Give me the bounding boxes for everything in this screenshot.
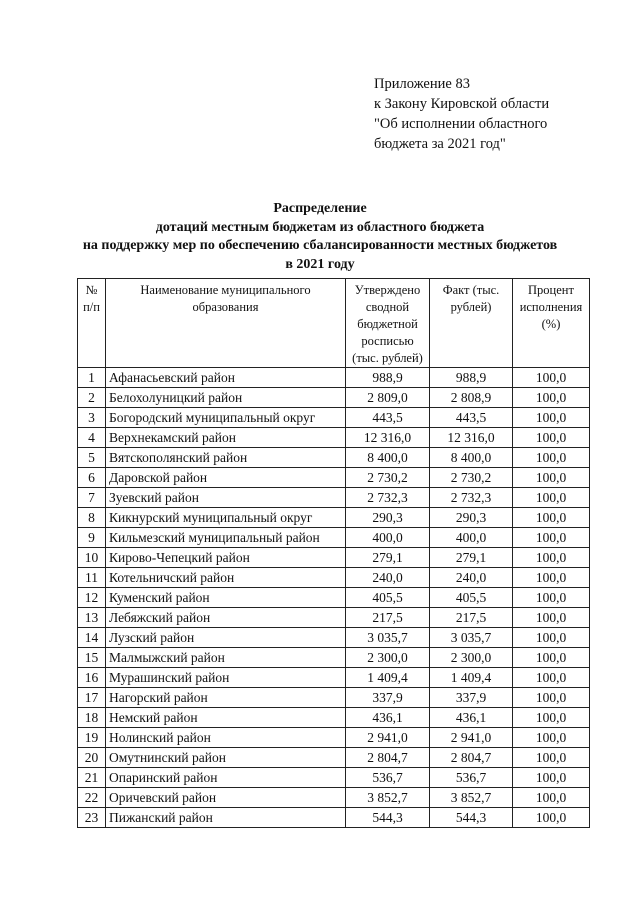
table-row — [78, 788, 590, 808]
cell-num: 12 — [78, 588, 106, 608]
header-fact: Факт (тыс. рублей) — [430, 279, 513, 368]
cell-percent: 100,0 — [513, 608, 590, 628]
cell-fact: 2 730,2 — [430, 468, 513, 488]
title-line: Распределение — [273, 201, 367, 216]
cell-approved: 337,9 — [346, 688, 430, 708]
cell-name: Вятскополянский район — [106, 448, 346, 468]
cell-percent: 100,0 — [513, 768, 590, 788]
table-row — [78, 568, 590, 588]
appendix-line: к Закону Кировской области — [374, 96, 550, 112]
cell-approved: 2 730,2 — [346, 468, 430, 488]
cell-approved: 3 035,7 — [346, 628, 430, 648]
cell-approved: 2 804,7 — [346, 748, 430, 768]
cell-fact: 988,9 — [430, 368, 513, 388]
cell-approved: 12 316,0 — [346, 428, 430, 448]
cell-fact: 436,1 — [430, 708, 513, 728]
cell-fact: 536,7 — [430, 768, 513, 788]
cell-name: Омутнинский район — [106, 748, 346, 768]
cell-fact: 2 941,0 — [430, 728, 513, 748]
cell-percent: 100,0 — [513, 468, 590, 488]
header-percent: Процент исполнения (%) — [513, 279, 590, 368]
cell-num: 15 — [78, 648, 106, 668]
cell-approved: 544,3 — [346, 808, 430, 828]
table-row — [78, 628, 590, 648]
cell-percent: 100,0 — [513, 548, 590, 568]
appendix-line: бюджета за 2021 год" — [374, 136, 506, 152]
header-name: Наименование муниципального образования — [106, 279, 346, 368]
table-body — [78, 368, 590, 828]
cell-percent: 100,0 — [513, 648, 590, 668]
table-header-row — [78, 279, 590, 368]
title-line: на поддержку мер по обеспечению сбалансированности местных бюджетов — [82, 238, 558, 253]
cell-approved: 536,7 — [346, 768, 430, 788]
cell-fact: 3 852,7 — [430, 788, 513, 808]
cell-name: Зуевский район — [106, 488, 346, 508]
cell-num: 21 — [78, 768, 106, 788]
title-line: в 2021 году — [285, 256, 355, 272]
appendix-line: "Об исполнении областного — [374, 116, 548, 132]
cell-approved: 2 809,0 — [346, 388, 430, 408]
cell-name: Лузский район — [106, 628, 346, 648]
table-row — [78, 648, 590, 668]
table-row — [78, 548, 590, 568]
cell-fact: 544,3 — [430, 808, 513, 828]
cell-num: 17 — [78, 688, 106, 708]
cell-num: 11 — [78, 568, 106, 588]
cell-fact: 2 732,3 — [430, 488, 513, 508]
cell-name: Кирово-Чепецкий район — [106, 548, 346, 568]
table-row — [78, 668, 590, 688]
table-row — [78, 808, 590, 828]
cell-fact: 217,5 — [430, 608, 513, 628]
header-approved: Утверждено сводной бюджетной росписью (тыс. рублей) — [346, 279, 430, 368]
table-row — [78, 528, 590, 548]
cell-percent: 100,0 — [513, 588, 590, 608]
cell-num: 22 — [78, 788, 106, 808]
cell-name: Нагорский район — [106, 688, 346, 708]
cell-approved: 443,5 — [346, 408, 430, 428]
table-row — [78, 608, 590, 628]
cell-num: 16 — [78, 668, 106, 688]
cell-num: 5 — [78, 448, 106, 468]
cell-num: 13 — [78, 608, 106, 628]
table-row — [78, 748, 590, 768]
cell-name: Куменский район — [106, 588, 346, 608]
cell-name: Малмыжский район — [106, 648, 346, 668]
cell-name: Оричевский район — [106, 788, 346, 808]
cell-percent: 100,0 — [513, 628, 590, 648]
cell-percent: 100,0 — [513, 508, 590, 528]
cell-name: Кильмезский муниципальный район — [106, 528, 346, 548]
header-num: № п/п — [78, 279, 106, 368]
cell-percent: 100,0 — [513, 788, 590, 808]
cell-approved: 436,1 — [346, 708, 430, 728]
cell-name: Немский район — [106, 708, 346, 728]
cell-approved: 217,5 — [346, 608, 430, 628]
cell-num: 7 — [78, 488, 106, 508]
cell-approved: 2 732,3 — [346, 488, 430, 508]
cell-approved: 2 300,0 — [346, 648, 430, 668]
cell-name: Пижанский район — [106, 808, 346, 828]
cell-fact: 279,1 — [430, 548, 513, 568]
table-row — [78, 448, 590, 468]
cell-percent: 100,0 — [513, 488, 590, 508]
cell-approved: 279,1 — [346, 548, 430, 568]
cell-percent: 100,0 — [513, 728, 590, 748]
cell-num: 10 — [78, 548, 106, 568]
cell-name: Опаринский район — [106, 768, 346, 788]
appendix-line: Приложение 83 — [374, 76, 470, 92]
cell-name: Кикнурский муниципальный округ — [106, 508, 346, 528]
table-row — [78, 688, 590, 708]
table-row — [78, 768, 590, 788]
cell-fact: 443,5 — [430, 408, 513, 428]
cell-percent: 100,0 — [513, 748, 590, 768]
cell-num: 1 — [78, 368, 106, 388]
cell-num: 9 — [78, 528, 106, 548]
cell-num: 8 — [78, 508, 106, 528]
cell-approved: 405,5 — [346, 588, 430, 608]
cell-percent: 100,0 — [513, 808, 590, 828]
table-row — [78, 468, 590, 488]
cell-num: 2 — [78, 388, 106, 408]
cell-name: Афанасьевский район — [106, 368, 346, 388]
cell-percent: 100,0 — [513, 388, 590, 408]
cell-fact: 405,5 — [430, 588, 513, 608]
cell-approved: 8 400,0 — [346, 448, 430, 468]
table-row — [78, 428, 590, 448]
title-line: дотаций местным бюджетам из областного бюджета — [155, 219, 485, 235]
cell-percent: 100,0 — [513, 428, 590, 448]
cell-percent: 100,0 — [513, 688, 590, 708]
table-row — [78, 488, 590, 508]
cell-percent: 100,0 — [513, 708, 590, 728]
cell-fact: 400,0 — [430, 528, 513, 548]
cell-fact: 8 400,0 — [430, 448, 513, 468]
cell-num: 19 — [78, 728, 106, 748]
cell-num: 20 — [78, 748, 106, 768]
table-row — [78, 728, 590, 748]
cell-num: 18 — [78, 708, 106, 728]
cell-name: Верхнекамский район — [106, 428, 346, 448]
table-row — [78, 388, 590, 408]
cell-fact: 240,0 — [430, 568, 513, 588]
cell-name: Лебяжский район — [106, 608, 346, 628]
cell-fact: 1 409,4 — [430, 668, 513, 688]
cell-approved: 240,0 — [346, 568, 430, 588]
document-title — [0, 200, 640, 274]
cell-percent: 100,0 — [513, 368, 590, 388]
table-row — [78, 708, 590, 728]
cell-num: 23 — [78, 808, 106, 828]
cell-fact: 337,9 — [430, 688, 513, 708]
cell-approved: 2 941,0 — [346, 728, 430, 748]
table-row — [78, 408, 590, 428]
table-row — [78, 508, 590, 528]
cell-num: 6 — [78, 468, 106, 488]
cell-fact: 3 035,7 — [430, 628, 513, 648]
cell-fact: 12 316,0 — [430, 428, 513, 448]
cell-name: Нолинский район — [106, 728, 346, 748]
cell-num: 4 — [78, 428, 106, 448]
cell-approved: 1 409,4 — [346, 668, 430, 688]
cell-name: Белохолуницкий район — [106, 388, 346, 408]
cell-approved: 3 852,7 — [346, 788, 430, 808]
cell-percent: 100,0 — [513, 668, 590, 688]
cell-fact: 290,3 — [430, 508, 513, 528]
cell-approved: 290,3 — [346, 508, 430, 528]
cell-approved: 988,9 — [346, 368, 430, 388]
cell-num: 14 — [78, 628, 106, 648]
cell-approved: 400,0 — [346, 528, 430, 548]
cell-name: Мурашинский район — [106, 668, 346, 688]
cell-percent: 100,0 — [513, 408, 590, 428]
cell-percent: 100,0 — [513, 568, 590, 588]
cell-name: Котельничский район — [106, 568, 346, 588]
cell-num: 3 — [78, 408, 106, 428]
cell-fact: 2 804,7 — [430, 748, 513, 768]
cell-name: Богородский муниципальный округ — [106, 408, 346, 428]
appendix-note — [374, 74, 549, 154]
cell-percent: 100,0 — [513, 528, 590, 548]
cell-percent: 100,0 — [513, 448, 590, 468]
cell-fact: 2 808,9 — [430, 388, 513, 408]
cell-fact: 2 300,0 — [430, 648, 513, 668]
table-row — [78, 588, 590, 608]
cell-name: Даровской район — [106, 468, 346, 488]
distribution-table — [77, 278, 590, 828]
table-row — [78, 368, 590, 388]
